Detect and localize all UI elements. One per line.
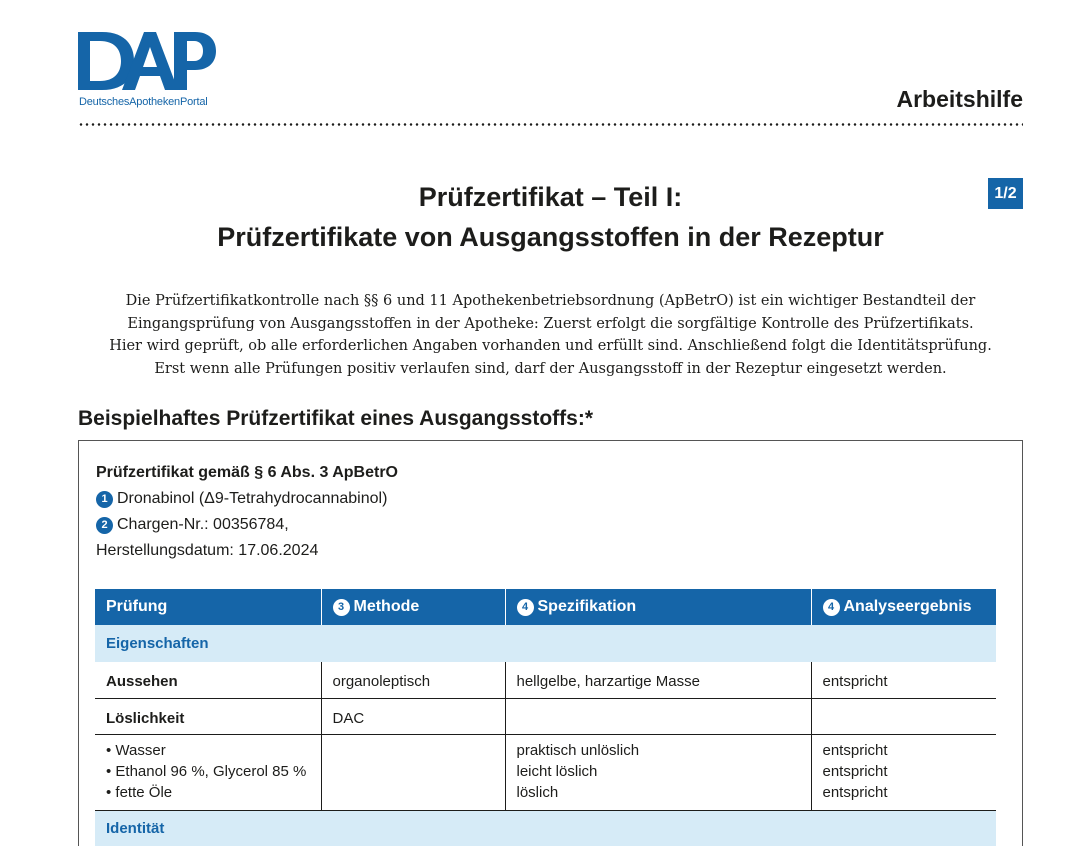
solvent-item: • fette Öle	[106, 783, 173, 801]
result-item: entspricht	[822, 762, 888, 780]
cell-test: Aussehen	[95, 662, 321, 698]
intro-paragraph	[80, 290, 1021, 380]
substance-line	[96, 490, 387, 508]
document-type: Arbeitshilfe	[896, 86, 1023, 112]
section-heading: Beispielhaftes Prüfzertifikat eines Ausgangsstoffs:*	[78, 407, 594, 430]
cell-test	[95, 734, 321, 810]
cell-result: entspricht	[811, 662, 996, 698]
substance-name: Dronabinol (Δ9-Tetrahydrocannabinol)	[117, 490, 388, 507]
certificate-heading: Prüfzertifikat gemäß § 6 Abs. 3 ApBetrO	[96, 464, 398, 481]
spec-item: praktisch unlöslich	[516, 741, 640, 759]
batch-number: Chargen-Nr.: 00356784,	[117, 516, 289, 533]
cell-test: Löslichkeit	[95, 698, 321, 734]
cell-result	[811, 698, 996, 734]
page-number-badge: 1/2	[988, 178, 1023, 209]
marker-2-icon: 2	[96, 517, 113, 534]
spec-item: löslich	[516, 783, 559, 801]
marker-4-icon: 4	[823, 599, 840, 616]
column-header-analyseergebnis: 4 Analyseergebnis	[811, 589, 996, 625]
cell-result	[811, 734, 996, 810]
column-header-methode: 3 Methode	[321, 589, 505, 625]
cell-specification	[505, 698, 811, 734]
dap-logo-mark	[78, 30, 218, 92]
dotted-divider	[78, 123, 1023, 126]
cell-method: organoleptisch	[321, 662, 505, 698]
production-date: Herstellungsdatum: 17.06.2024	[96, 542, 319, 559]
page-title: Prüfzertifikat – Teil I:	[418, 182, 683, 212]
cell-specification	[505, 734, 811, 810]
cell-method: DAC	[321, 698, 505, 734]
column-header-pruefung: Prüfung	[95, 589, 321, 625]
page-subtitle: Prüfzertifikate von Ausgangsstoffen in der Rezeptur	[217, 222, 884, 252]
intro-line: Erst wenn alle Prüfungen positiv verlaufen sind, darf der Ausgangsstoff in der Rezeptur eingesetzt werden.	[154, 360, 947, 377]
marker-1-icon: 1	[96, 491, 113, 508]
column-header-spezifikation: 4 Spezifikation	[505, 589, 811, 625]
section-label-eigenschaften: Eigenschaften	[95, 625, 996, 662]
table-row	[95, 662, 996, 698]
solvent-item: • Wasser	[106, 741, 166, 759]
section-label-identitaet: Identität	[95, 810, 996, 846]
cell-method	[321, 734, 505, 810]
table-section-row	[95, 625, 996, 662]
result-item: entspricht	[822, 783, 888, 801]
intro-line: Hier wird geprüft, ob alle erforderlichen Angaben vorhanden und erfüllt sind. Anschließend folgt die Identitätsprüfung.	[109, 338, 992, 354]
table-row	[95, 698, 996, 734]
solvent-item: • Ethanol 96 %, Glycerol 85 %	[106, 762, 307, 780]
table-header-row	[95, 589, 996, 625]
table-row	[95, 734, 996, 810]
batch-line	[96, 516, 289, 534]
cell-specification: hellgelbe, harzartige Masse	[505, 662, 811, 698]
result-item: entspricht	[822, 741, 888, 759]
certificate-table	[95, 589, 996, 846]
logo-text: DeutschesApothekenPortal	[79, 96, 208, 108]
marker-4-icon: 4	[517, 599, 534, 616]
spec-item: leicht löslich	[516, 762, 598, 780]
marker-3-icon: 3	[333, 599, 350, 616]
intro-line: Die Prüfzertifikatkontrolle nach §§ 6 und 11 Apothekenbetriebsordnung (ApBetrO) ist ein wichtiger Bestandteil der	[125, 293, 976, 309]
intro-line: Eingangsprüfung von Ausgangsstoffen in der Apotheke: Zuerst erfolgt die sorgfältige Kontrolle des Prüfzertifikats.	[127, 315, 974, 332]
table-section-row	[95, 810, 996, 846]
dap-logo	[78, 30, 228, 114]
